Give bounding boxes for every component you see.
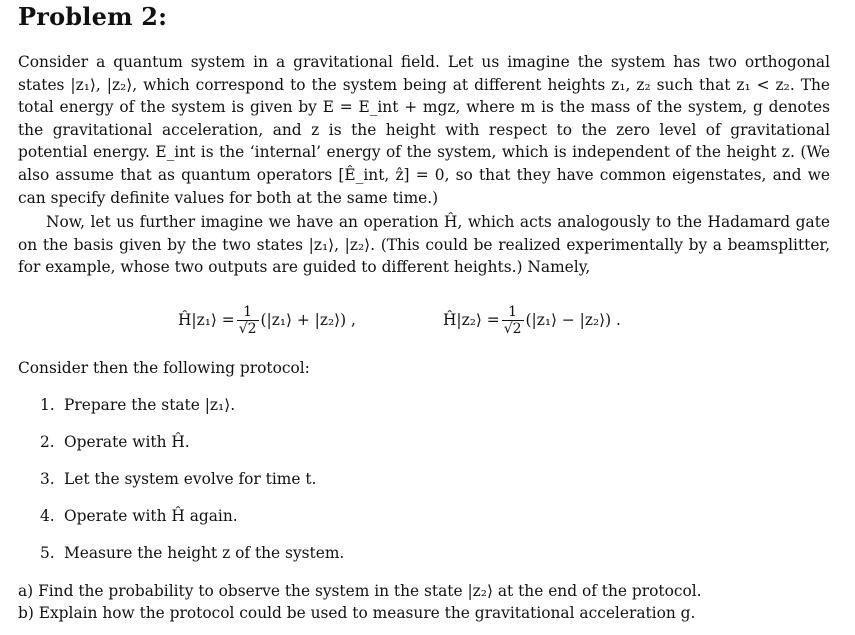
problem-title: Problem 2:	[18, 2, 168, 31]
fraction-numerator: 1	[243, 303, 253, 320]
paragraph-system-description: Consider a quantum system in a gravitational field. Let us imagine the system has two orthogonal states |z₁⟩, |z₂⟩, which correspond to the system being at different heights z₁, z₂ such that z₁ < z₂. The total energy of the system is given by E = E_int + mgz, where m is the mass of the system, g denotes the gravitational acceleration, and z is the height with respect to the zero level of gravitational potential energy. E_int is the ‘internal’ energy of the system, which is independent of the height z. (We also assume that as quantum operators [Ê_int, ẑ] = 0, so that they have common eigenstates, and we can specify definite values for both at the same time.)	[18, 53, 830, 207]
list-item	[40, 542, 344, 564]
protocol-intro: Consider then the following protocol:	[18, 359, 310, 377]
equation-lhs: Ĥ|z₁⟩ =	[178, 311, 235, 329]
question-b: b) Explain how the protocol could be used to measure the gravitational acceleration g.	[18, 604, 696, 622]
list-item-text: Let the system evolve for time t.	[64, 470, 317, 488]
list-item	[40, 468, 316, 490]
list-item	[40, 394, 235, 416]
fraction-denominator: √2	[503, 320, 522, 337]
equation-h-z2	[443, 296, 621, 344]
equation-lhs: Ĥ|z₂⟩ =	[443, 311, 500, 329]
equation-h-z1	[178, 296, 356, 344]
list-item-text: Measure the height z of the system.	[64, 544, 345, 562]
list-item-text: Operate with Ĥ again.	[64, 507, 238, 525]
list-item-number: 2.	[40, 433, 55, 451]
fraction-numerator: 1	[508, 303, 518, 320]
list-item-number: 1.	[40, 396, 55, 414]
question-a: a) Find the probability to observe the system in the state |z₂⟩ at the end of the protocol.	[18, 582, 702, 600]
paragraph-hadamard-operation: Now, let us further imagine we have an operation Ĥ, which acts analogously to the Hadamard gate on the basis given by the two states |z₁⟩, |z₂⟩. (This could be realized experimentally by a beamsplitter, for example, whose two outputs are guided to different heights.) Namely,	[18, 213, 830, 277]
list-item-number: 3.	[40, 470, 55, 488]
fraction	[237, 304, 259, 337]
equation-rhs: (|z₁⟩ + |z₂⟩) ,	[260, 311, 356, 329]
hadamard-equations	[0, 296, 855, 344]
list-item-text: Prepare the state |z₁⟩.	[64, 396, 236, 414]
list-item	[40, 505, 238, 527]
fraction	[502, 304, 524, 337]
fraction-denominator: √2	[238, 320, 257, 337]
list-item-number: 4.	[40, 507, 55, 525]
list-item	[40, 431, 190, 453]
equation-rhs: (|z₁⟩ − |z₂⟩) .	[525, 311, 621, 329]
list-item-number: 5.	[40, 544, 55, 562]
list-item-text: Operate with Ĥ.	[64, 433, 190, 451]
